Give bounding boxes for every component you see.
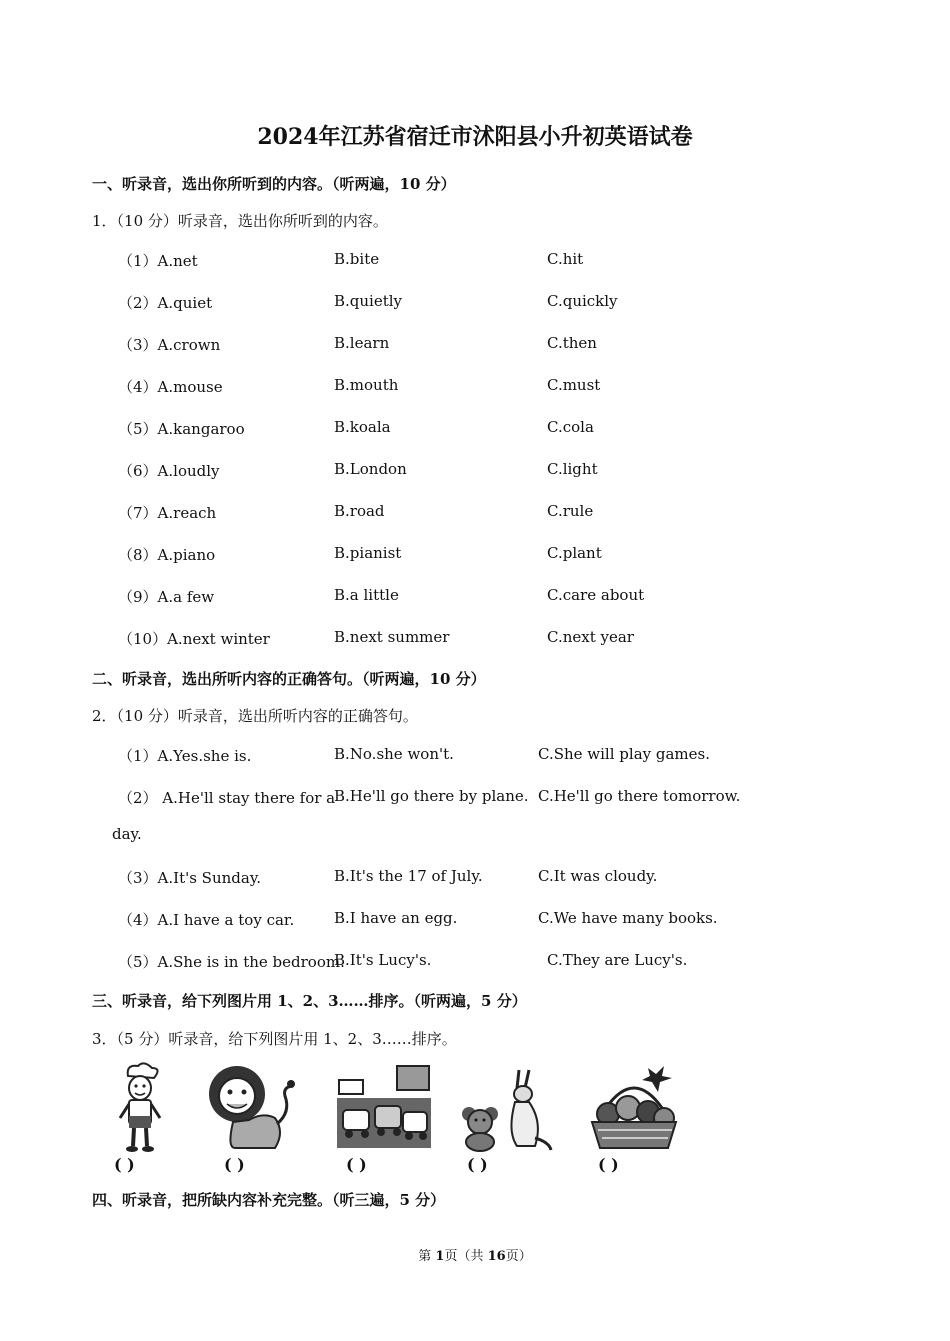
option-c: C.then xyxy=(547,334,597,352)
footer-prefix: 第 xyxy=(418,1249,436,1264)
option-b: B.pianist xyxy=(334,544,402,562)
option-b: B.I have an egg. xyxy=(334,909,458,927)
answer-blank[interactable]: ( ) xyxy=(114,1155,135,1174)
option-c: C.quickly xyxy=(547,292,618,310)
koala-and-kangaroo-picture xyxy=(457,1062,553,1152)
answer-blank[interactable]: ( ) xyxy=(598,1155,619,1174)
option-c: C.He'll go there tomorrow. xyxy=(538,787,741,805)
option-b: B.bite xyxy=(334,250,380,268)
option-a: （10）A.next winter xyxy=(118,630,270,648)
option-a: （4）A.mouse xyxy=(118,378,223,396)
option-a: （6）A.loudly xyxy=(118,462,220,480)
section-2-heading: 二、听录音，选出所听内容的正确答句。（听两遍，10 分） xyxy=(92,670,486,688)
option-a: （7）A.reach xyxy=(118,504,217,522)
lion-picture xyxy=(205,1062,297,1150)
footer-suffix: 页） xyxy=(505,1249,532,1264)
page-footer xyxy=(0,1245,950,1264)
page-title: 2024年江苏省宿迁市沭阳县小升初英语试卷 xyxy=(257,124,693,150)
option-b: B.No.she won't. xyxy=(334,745,454,763)
section-3-heading: 三、听录音，给下列图片用 1、2、3……排序。（听两遍，5 分） xyxy=(92,992,527,1010)
option-b: B.next summer xyxy=(334,628,450,646)
question-3-stem: 3．（5 分）听录音，给下列图片用 1、2、3……排序。 xyxy=(92,1030,457,1048)
option-a: （2） A.He'll stay there for a xyxy=(118,789,336,807)
footer-mid: 页（共 xyxy=(444,1249,488,1264)
page-number: 1 xyxy=(435,1249,445,1264)
option-a: （3）A.It's Sunday. xyxy=(118,869,262,887)
question-2-stem: 2．（10 分）听录音，选出所听内容的正确答句。 xyxy=(92,707,418,725)
option-a: （1）A.Yes.she is. xyxy=(118,747,252,765)
option-a: （4）A.I have a toy car. xyxy=(118,911,295,929)
option-c: C.light xyxy=(547,460,598,478)
answer-blank[interactable]: ( ) xyxy=(467,1155,488,1174)
option-b: B.It's the 17 of July. xyxy=(334,867,483,885)
option-a: （9）A.a few xyxy=(118,588,215,606)
option-a: （3）A.crown xyxy=(118,336,221,354)
option-a: （5）A.kangaroo xyxy=(118,420,245,438)
option-c: C.rule xyxy=(547,502,594,520)
option-c: C.next year xyxy=(547,628,634,646)
option-b: B.He'll go there by plane. xyxy=(334,787,529,805)
fruit-basket-picture xyxy=(586,1062,682,1152)
option-a: （5）A.She is in the bedroom. xyxy=(118,953,345,971)
option-b: B.London xyxy=(334,460,407,478)
option-a: （2）A.quiet xyxy=(118,294,213,312)
chef-boy-picture xyxy=(112,1062,168,1154)
option-c: C.They are Lucy's. xyxy=(547,951,688,969)
answer-blank[interactable]: ( ) xyxy=(224,1155,245,1174)
option-c: C.We have many books. xyxy=(538,909,718,927)
option-a: （8）A.piano xyxy=(118,546,216,564)
option-c: C.must xyxy=(547,376,601,394)
option-a-continued: day. xyxy=(112,825,142,843)
section-1-heading: 一、听录音，选出你所听到的内容。（听两遍，10 分） xyxy=(92,175,456,193)
traffic-jam-picture xyxy=(335,1062,433,1152)
option-b: B.road xyxy=(334,502,385,520)
option-b: B.koala xyxy=(334,418,391,436)
option-b: B.quietly xyxy=(334,292,403,310)
option-c: C.She will play games. xyxy=(538,745,710,763)
option-c: C.care about xyxy=(547,586,645,604)
option-b: B.a little xyxy=(334,586,399,604)
option-b: B.It's Lucy's. xyxy=(334,951,432,969)
option-c: C.cola xyxy=(547,418,594,436)
question-1-stem: 1．（10 分）听录音，选出你所听到的内容。 xyxy=(92,212,388,230)
option-a: （1）A.net xyxy=(118,252,198,270)
option-c: C.hit xyxy=(547,250,584,268)
total-pages: 16 xyxy=(487,1249,506,1264)
answer-blank[interactable]: ( ) xyxy=(346,1155,367,1174)
section-4-heading: 四、听录音，把所缺内容补充完整。（听三遍，5 分） xyxy=(92,1191,446,1209)
option-c: C.It was cloudy. xyxy=(538,867,658,885)
option-b: B.mouth xyxy=(334,376,399,394)
option-c: C.plant xyxy=(547,544,602,562)
option-b: B.learn xyxy=(334,334,390,352)
